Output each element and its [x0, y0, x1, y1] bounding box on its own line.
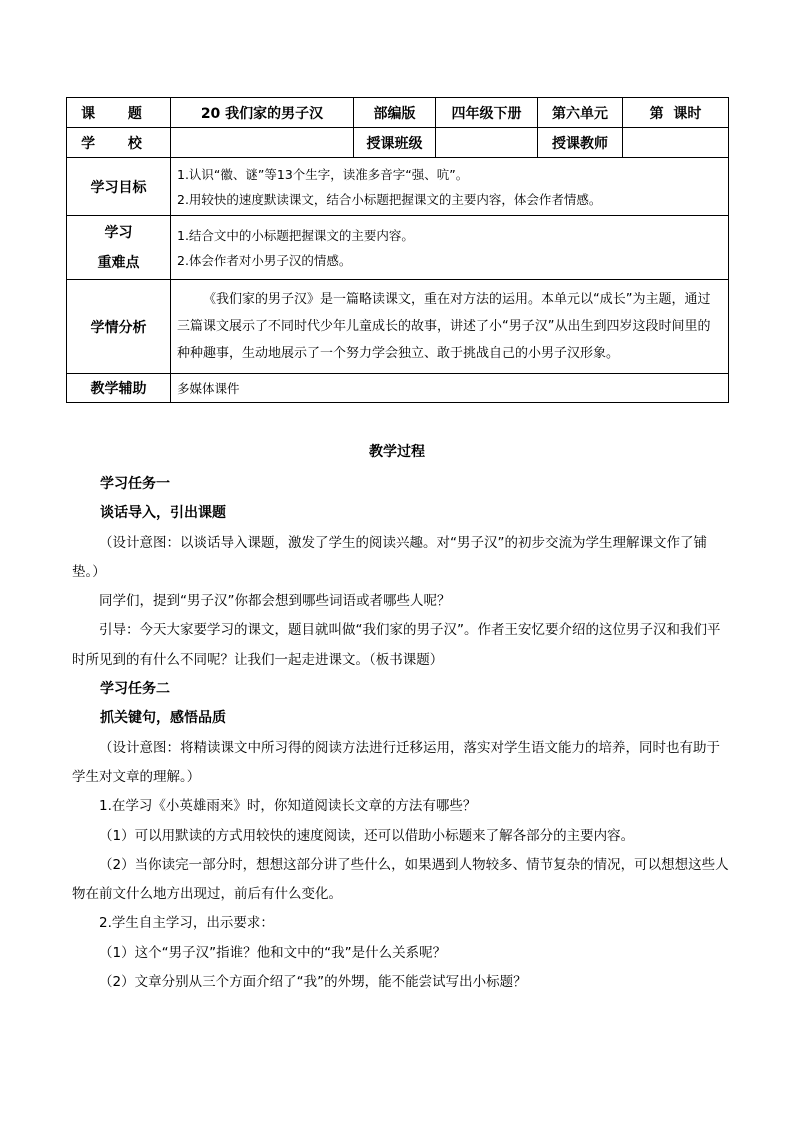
school-value [171, 128, 354, 158]
task2-item1: 1.在学习《小英雄雨来》时，你知道阅读长文章的方法有哪些？ [99, 798, 477, 815]
table-row [67, 216, 729, 280]
goals-cell [171, 158, 729, 216]
table-row [67, 98, 729, 128]
task2-item2-b: （2）文章分别从三个方面介绍了“我”的外甥，能不能尝试写出小标题？ [99, 974, 527, 991]
teacher-value [623, 128, 729, 158]
class-label: 授课班级 [354, 128, 436, 158]
task1-subheading: 谈话导入，引出课题 [100, 505, 226, 522]
table-row [67, 158, 729, 216]
topic-label: 课 题 [67, 98, 171, 128]
process-title: 教学过程 [369, 444, 425, 460]
task2-subheading: 抓关键句，感悟品质 [100, 710, 226, 727]
lesson-info-table [66, 97, 729, 403]
task2-design-intent: （设计意图：将精读课文中所习得的阅读方法进行迁移运用，落实对学生语文能力的培养，同时也有助于学生对文章的理解。） [72, 739, 720, 785]
task1-question: 同学们，提到“男子汉”你都会想到哪些词语或者哪些人呢？ [99, 593, 451, 610]
task2-item1-a: （1）可以用默读的方式用较快的速度阅读，还可以借助小标题来了解各部分的主要内容。 [99, 827, 635, 844]
class-value [436, 128, 538, 158]
key-points-label-line2: 重难点 [97, 254, 140, 271]
goals-label: 学习目标 [67, 158, 171, 216]
aids-label: 教学辅助 [67, 374, 171, 403]
teacher-label: 授课教师 [538, 128, 623, 158]
period: 第 课时 [623, 98, 729, 128]
grade: 四年级下册 [436, 98, 538, 128]
task1-heading: 学习任务一 [100, 476, 170, 492]
analysis-text: 《我们家的男子汉》是一篇略读课文，重在对方法的运用。本单元以“成长”为主题，通过三篇课文展示了不同时代少年儿童成长的故事，讲述了小“男子汉”从出生到四岁这段时间里的种种趣事，生动地展示了一个努力学会独立、敢于挑战自己的小男子汉形象。 [171, 280, 729, 374]
process-content [72, 470, 732, 997]
school-label: 学 校 [67, 128, 171, 158]
key-point-item: 2.体会作者对小男子汉的情感。 [177, 252, 352, 268]
task2-item2-a: （1）这个“男子汉”指谁？他和文中的“我”是什么关系呢？ [99, 944, 447, 961]
table-row [67, 374, 729, 403]
edition: 部编版 [354, 98, 436, 128]
task1-design-intent: （设计意图：以谈话导入课题，激发了学生的阅读兴趣。对“男子汉”的初步交流为学生理解课文作了铺垫。） [72, 534, 707, 580]
task1-guide: 引导：今天大家要学习的课文，题目就叫做“我们家的男子汉”。作者王安忆要介绍的这位男子汉和我们平时所见到的有什么不同呢？让我们一起走进课文。（板书课题） [72, 622, 721, 668]
goal-item: 2.用较快的速度默读课文，结合小标题把握课文的主要内容，体会作者情感。 [177, 191, 602, 207]
task2-item1-b: （2）当你读完一部分时，想想这部分讲了些什么，如果遇到人物较多、情节复杂的情况，可以想想这些人物在前文什么地方出现过，前后有什么变化。 [72, 856, 729, 903]
key-points-label [67, 216, 171, 280]
unit: 第六单元 [538, 98, 623, 128]
goal-item: 1.认识“徽、谜”等13个生字，读准多音字“强、吭”。 [177, 166, 469, 182]
table-row [67, 128, 729, 158]
key-points-cell [171, 216, 729, 280]
task2-heading: 学习任务二 [100, 681, 170, 698]
key-points-label-line1: 学习 [104, 224, 133, 241]
table-row [67, 280, 729, 374]
lesson-title: 20 我们家的男子汉 [171, 98, 354, 128]
key-point-item: 1.结合文中的小标题把握课文的主要内容。 [177, 227, 414, 243]
analysis-label: 学情分析 [67, 280, 171, 374]
task2-item2: 2.学生自主学习，出示要求： [99, 915, 274, 932]
aids-value: 多媒体课件 [171, 374, 729, 403]
